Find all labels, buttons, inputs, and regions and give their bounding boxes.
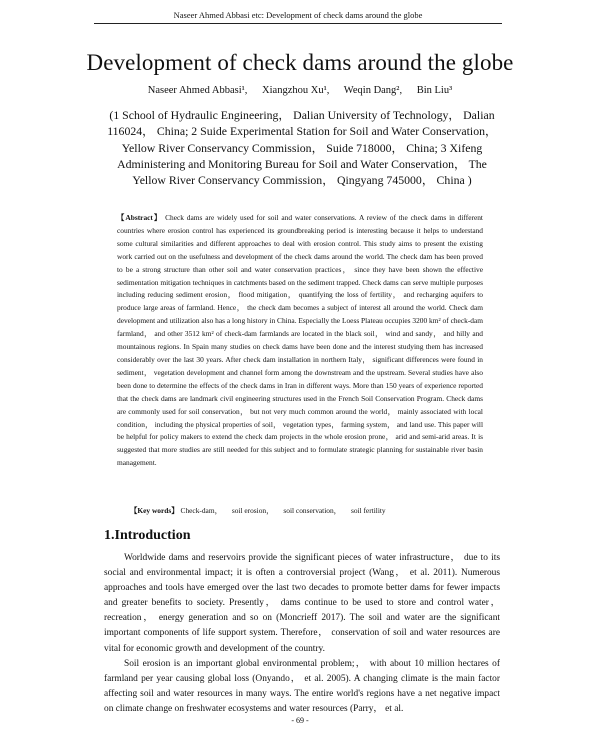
paper-title: Development of check dams around the globe [86,50,514,75]
running-head: Naseer Ahmed Abbasi etc: Development of check dams around the globe [94,10,502,24]
paragraph: Soil erosion is an important global environmental problem;， with about 10 million hectares of farmland per year causing global loss (Onyando， et al. 2005). A changing climate is the main factor affecting soil and water resources in many ways. The entire world's regions have a net negative impact on climate change on freshwater ecosystems and water resources (Parry， et al. [104,658,500,714]
author-4: Bin Liu³ [416,85,453,96]
abstract-text: Check dams are widely used for soil and water conservations. A review of the check dams in different countries where erosion control has experienced its groundbreaking period is interesting because it helps to understand some cultural similarities and different approaches to deal with erosion control. This study aims to present the existing work carried out on the usefulness and development of the check dams around the world. The check dam has been proved to be a strong structure than other soil and water conservation practices， since they have been shown the effective sedimentation mitigation techniques in catchments based on the sediment trapped. Check dams can serve multiple purposes including reducing sediment erosion， flood mitigation， quantifying the loss of fertility， and recharging aquifers to produce large areas of farmland. Hence， the check dam becomes a subject of interest all around the world. Check dam development and utilization also has a long history in China. Especially the Loess Plateau occupies 3200 km² of check-dam farmland， and other 3512 km² of check-dam farmlands are located in the black soil， wind and sandy， and hilly and mountainous regions. In Spain many studies on check dams have been done and the interest studying them has increased considerably over the last 30 years. After check dam installation in northern Italy， significant differences were found in sediment， vegetation development and channel form among the downstream and the upstream. Several studies have also been done to determine the effects of the check dams in Iran in different ways. More than 150 years of experience reported that the check dams are landmark civil engineering structures used in the French Soil Conservation Program. Check dams are commonly used for soil conservation， but not very much common around the world， mainly associated with local condition， including the physical properties of soil， vegetation types， farming system， and land use. This paper will be helpful for policy makers to extend the check dam projects in the whole erosion prone， arid and semi-arid areas. It is suggested that more studies are still needed for this subject and to formulate strategic planning for sustainable river basin management. [117,213,483,468]
abstract [117,212,483,470]
keyword-item: soil conservation， [283,506,342,515]
section-heading: 1.Introduction [104,528,191,543]
keywords-label: 【Key words】 [130,506,179,515]
keyword-item: Check-dam， [180,506,222,515]
author-1: Naseer Ahmed Abbasi¹, [147,85,248,96]
body-text [104,551,500,717]
author-list [0,85,600,96]
keyword-item: soil erosion， [231,506,274,515]
abstract-label: 【Abstract】 [117,213,163,222]
page-number: - 69 - [291,716,309,725]
keywords [130,505,483,516]
author-3: Weqin Dang², [343,85,403,96]
paragraph: Worldwide dams and reservoirs provide the significant pieces of water infrastructure， due to its social and environmental impact; it is often a controversial project (Wang， et al. 2011). Numerous approaches and tools have emerged over the last two decades to promote better dams for fewer impacts and greater benefits to society. Presently， dams continue to be used to store and control water， recreation， energy generation and so on (Moncrieff 2017). The soil and water are the significant important components of life support system. Therefore， conservation of soil and water resources are vital for economic growth and development of the country. [104,553,500,654]
author-2: Xiangzhou Xu¹, [262,85,330,96]
affiliations: (1 School of Hydraulic Engineering， Dalian University of Technology， Dalian 116024， China; 2 Suide Experimental Station for Soil and Water Conservation， Yellow River Conservancy Commission， Suide 718000， China; 3 Xifeng Administering and Monitoring Bureau for Soil and Water Conservation， The Yellow River Conservancy Commission， Qingyang 745000， China ) [107,108,497,188]
keyword-item: soil fertility [350,506,386,515]
